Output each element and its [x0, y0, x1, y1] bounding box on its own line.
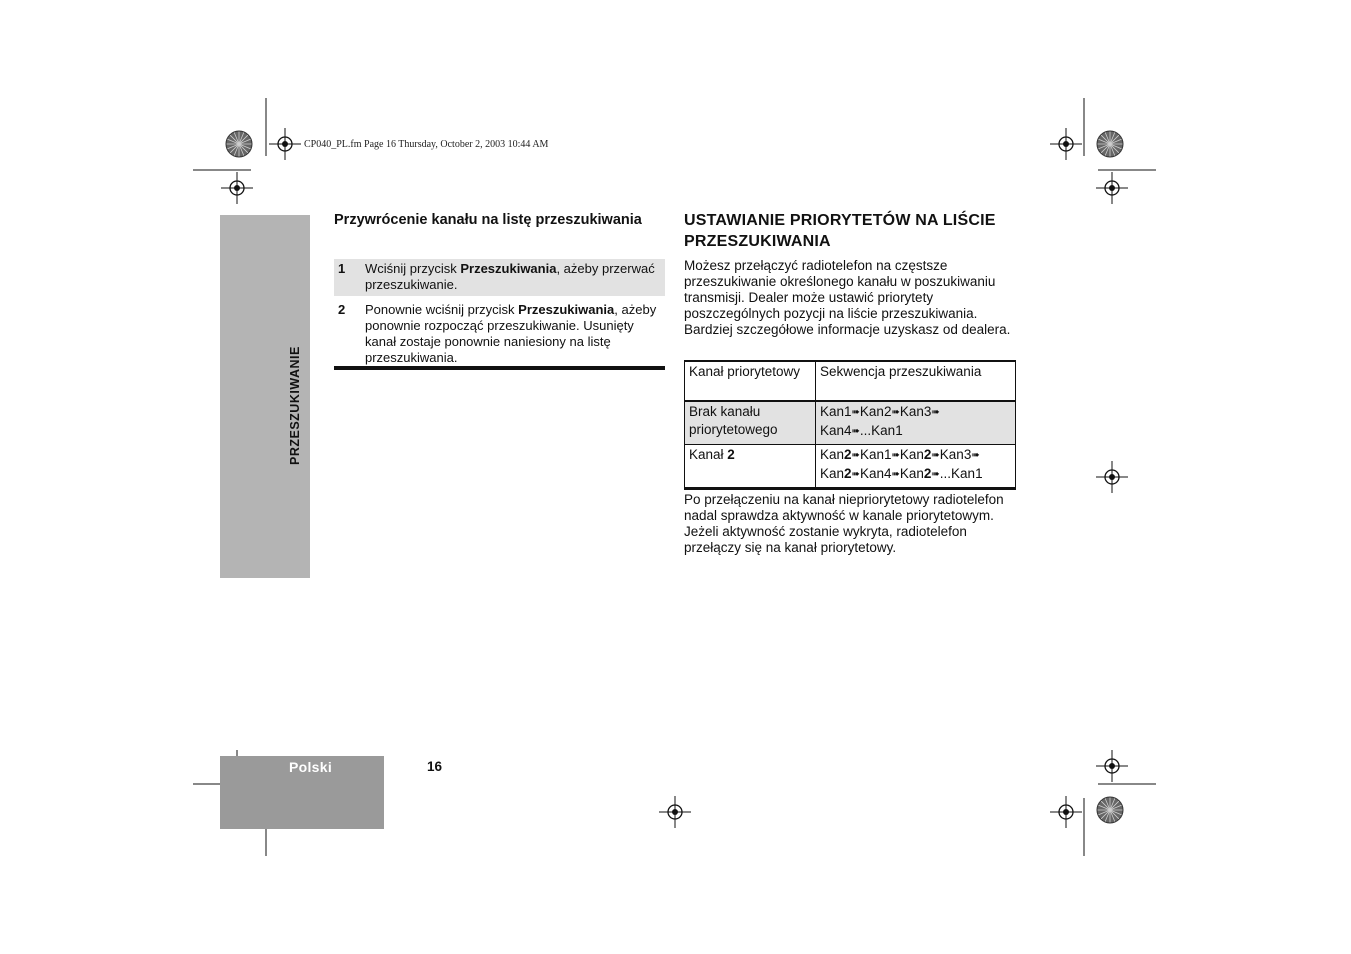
arrow-icon: ➠	[931, 469, 940, 480]
side-chapter-label: PRZESZUKIWANIE	[288, 346, 302, 465]
steps-table	[334, 259, 665, 371]
section-end-rule	[334, 366, 665, 370]
row-scan-sequence: Kan2➠Kan1➠Kan2➠Kan3➠ Kan2➠Kan4➠Kan2➠...Kan1	[816, 445, 1016, 489]
step-row	[334, 296, 665, 371]
step-number: 2	[338, 302, 346, 317]
step-text: Ponownie wciśnij przycisk Przeszukiwania, ażeby ponownie rozpocząć przeszukiwanie. Usunięty kanał zostaje ponownie naniesiony na listę przeszukiwania.	[365, 302, 657, 365]
header-scan-sequence: Sekwencja przeszukiwania	[816, 361, 1016, 401]
table-header-row	[685, 361, 1016, 401]
step-text: Wciśnij przycisk Przeszukiwania, ażeby przerwać przeszukiwanie.	[365, 259, 665, 296]
priority-table	[684, 360, 1016, 490]
button-name: Przeszukiwania	[518, 302, 615, 317]
arrow-icon: ➠	[971, 450, 980, 461]
row-priority-channel: Brak kanału priorytetowego	[685, 401, 816, 445]
right-section-title: USTAWIANIE PRIORYTETÓW NA LIŚCIE PRZESZUKIWANIA	[684, 212, 996, 250]
outro-paragraph: Po przełączeniu na kanał niepriorytetowy radiotelefon nadal sprawdza aktywność w kanale priorytetowym. Jeżeli aktywność zostanie wykryta, radiotelefon przełączy się na kanał priorytetowy.	[684, 492, 1004, 555]
footer-language-label: Polski	[289, 759, 333, 775]
arrow-icon: ➠	[851, 469, 860, 480]
arrow-icon: ➠	[891, 450, 900, 461]
row-priority-channel: Kanał 2	[685, 445, 816, 489]
arrow-icon: ➠	[851, 407, 860, 418]
table-row	[685, 445, 1016, 489]
step-number: 1	[334, 259, 365, 296]
arrow-icon: ➠	[931, 450, 940, 461]
arrow-icon: ➠	[851, 450, 860, 461]
side-chapter-tab	[220, 215, 310, 578]
table-row	[685, 401, 1016, 445]
header-priority-channel: Kanał priorytetowy	[685, 361, 816, 401]
left-section-title: Przywrócenie kanału na listę przeszukiwania	[334, 212, 642, 228]
button-name: Przeszukiwania	[460, 261, 557, 276]
row-scan-sequence: Kan1➠Kan2➠Kan3➠ Kan4➠...Kan1	[816, 401, 1016, 445]
step-row	[334, 259, 665, 296]
arrow-icon: ➠	[891, 469, 900, 480]
file-info-header: CP040_PL.fm Page 16 Thursday, October 2, 2003 10:44 AM	[304, 139, 549, 150]
arrow-icon: ➠	[851, 426, 860, 437]
page-number: 16	[427, 759, 443, 774]
arrow-icon: ➠	[891, 407, 900, 418]
arrow-icon: ➠	[931, 407, 940, 418]
intro-paragraph: Możesz przełączyć radiotelefon na częstsze przeszukiwanie określonego kanału w poszukiwaniu transmisji. Dealer może ustawić priorytety poszczególnych pozycji na liście przeszukiwania. Bardziej szczegółowe informacje uzyskasz od dealera.	[684, 258, 1011, 337]
